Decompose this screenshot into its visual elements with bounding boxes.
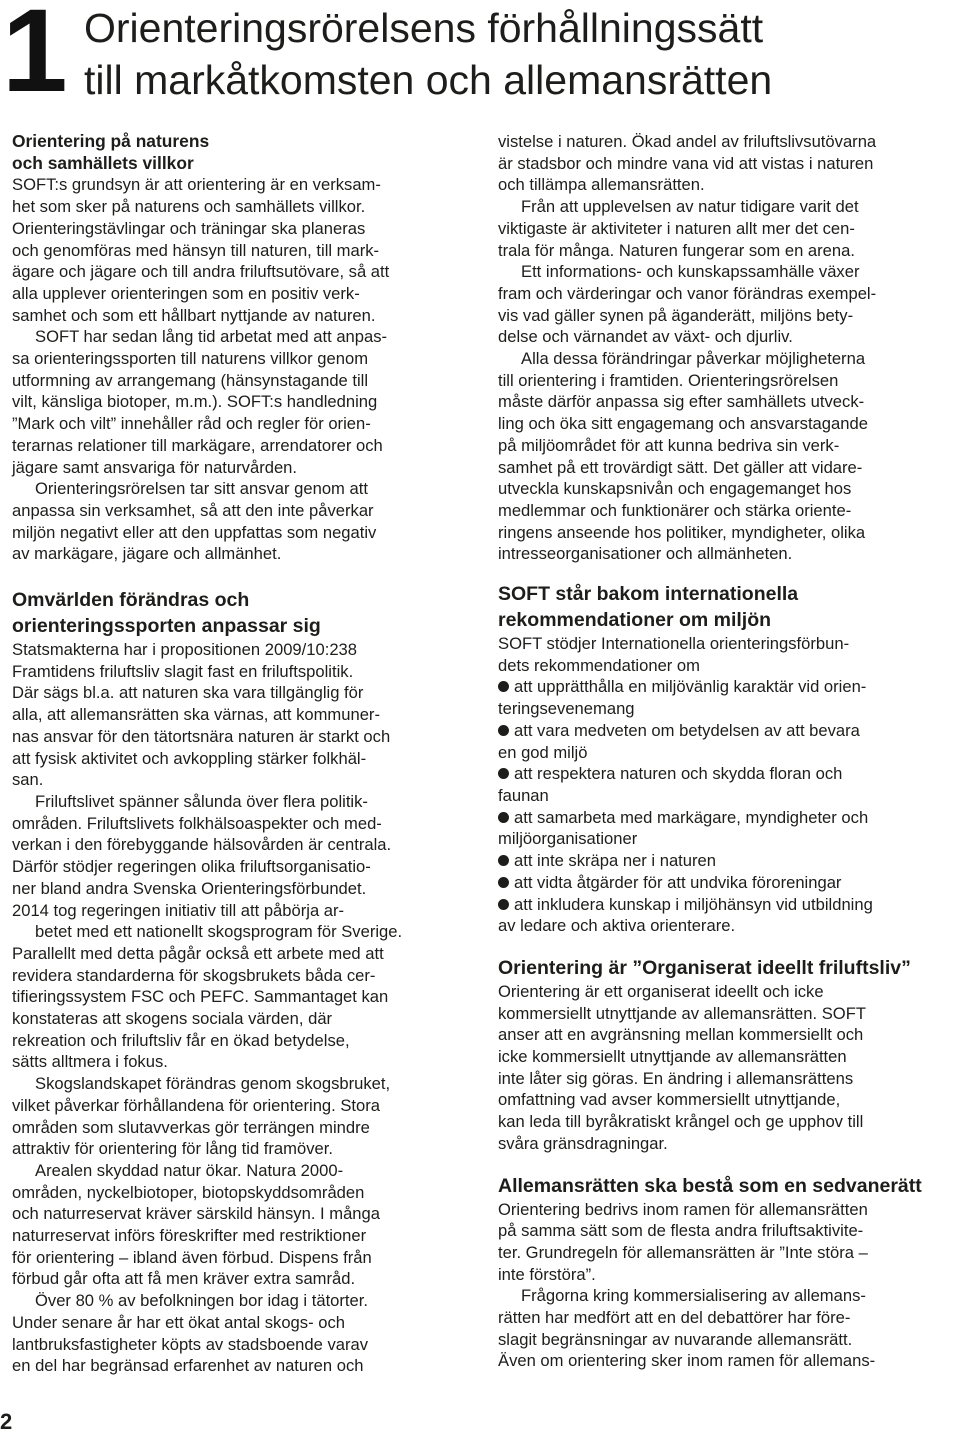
body-line: verkan i den förebyggande hälsovården är centrala. — [12, 835, 392, 855]
body-line: konstateras att skogens sociala värden, där — [12, 1009, 333, 1029]
spacer — [498, 1155, 960, 1173]
body-line: att fysisk aktivitet och avkoppling stärker folkhäl- — [12, 748, 367, 768]
bullet-icon — [498, 681, 509, 692]
section-organiserat-friluftsliv — [498, 955, 960, 1155]
spacer — [498, 565, 960, 581]
body-line: SOFT har sedan lång tid arbetat med att anpas- — [35, 327, 388, 347]
body-line: anser att en avgränsning mellan kommersiellt och — [498, 1025, 864, 1045]
section-heading: rekommendationer om miljön — [498, 609, 772, 632]
body-line: ter. Grundregeln för allemansrätten är ”Inte störa – — [498, 1242, 868, 1262]
body-line: svåra gränsdragningar. — [498, 1133, 668, 1153]
bullet-text: att upprätthålla en miljövänlig karaktär vid orien- — [514, 677, 867, 697]
list-item — [498, 807, 960, 850]
body-line: Därför stödjer regeringen olika friluftsorganisatio- — [12, 857, 371, 877]
body-line: en del har begränsad erfarenhet av naturen och — [12, 1356, 364, 1376]
list-item — [498, 763, 960, 806]
section-heading: och samhällets villkor — [12, 152, 194, 173]
body-line: inte förstöra”. — [498, 1264, 596, 1284]
bullet-text: en god miljö — [498, 742, 588, 762]
body-line: Från att upplevelsen av natur tidigare varit det — [521, 197, 859, 217]
body-line: omfattning vad avser kommersiellt utnyttjande, — [498, 1090, 841, 1110]
page-number: 2 — [0, 1409, 13, 1434]
body-line: rekreation och friluftsliv får en ökad betydelse, — [12, 1030, 350, 1050]
bullet-text: att vara medveten om betydelsen av att bevara — [514, 720, 860, 740]
body-line: kan leda till byråkratiskt krångel och ge upphov till — [498, 1112, 864, 1132]
list-item — [498, 720, 960, 763]
body-line: ling och öka sitt engagemang och ansvarstagande — [498, 414, 868, 434]
body-line: Orientering bedrivs inom ramen för allemansrätten — [498, 1199, 868, 1219]
body-line: Framtidens friluftsliv slagit fast en friluftspolitik. — [12, 661, 354, 681]
body-line: slagit begränsningar av nuvarande allemansrätt. — [498, 1329, 853, 1349]
section-heading: Orientering på naturens — [12, 131, 210, 151]
body-line: Under senare år har ett ökat antal skogs- och — [12, 1312, 345, 1332]
body-line: attraktiv för orientering för lång tid framöver. — [12, 1139, 333, 1159]
list-item — [498, 872, 960, 894]
body-line: Statsmakterna har i propositionen 2009/10:238 — [12, 640, 358, 660]
body-line: områden, nyckelbiotoper, biotopskyddsområden — [12, 1182, 365, 1202]
body-line: Över 80 % av befolkningen bor idag i tätorter. — [35, 1291, 368, 1311]
body-line: ner bland andra Svenska Orienteringsförbundet. — [12, 878, 367, 898]
section-heading: Orientering är ”Organiserat ideellt friluftsliv” — [498, 956, 911, 979]
body-line: sa orienteringssporten till naturens villkor genom — [12, 349, 369, 369]
body-line: anpassa sin verksamhet, så att den inte påverkar — [12, 500, 374, 520]
chapter-title-line: till markåtkomsten och allemansrätten — [84, 57, 773, 103]
body-line: terarnas relationer till markägare, arrendatorer och — [12, 435, 383, 455]
bullet-text: att vidta åtgärder för att undvika föroreningar — [514, 872, 842, 892]
body-line: Alla dessa förändringar påverkar möjligheterna — [521, 349, 866, 369]
section-omvarlden — [12, 587, 482, 1377]
bullet-icon — [498, 725, 509, 736]
body-line: måste därför anpassa sig efter samhällets utveck- — [498, 392, 865, 412]
body-line: samhet på ett trovärdigt sätt. Det gäller att vidare- — [498, 457, 863, 477]
body-line: kommersiellt utnyttjande av allemansrätten. SOFT — [498, 1003, 866, 1023]
chapter-title-line: Orienteringsrörelsens förhållningssätt — [84, 5, 764, 51]
body-line: 2014 tog regeringen initiativ till att påbörja ar- — [12, 900, 345, 920]
body-line: vis vad gäller synen på äganderätt, miljöns bety- — [498, 305, 854, 325]
body-line: av markägare, jägare och allmänhet. — [12, 544, 282, 564]
chapter-title — [84, 2, 954, 106]
bullet-icon — [498, 768, 509, 779]
body-line: Orienteringsrörelsen tar sitt ansvar genom att — [35, 479, 368, 499]
body-line: miljön negativt eller att den uppfattas som negativ — [12, 522, 377, 542]
section-naturens-villkor — [12, 131, 482, 565]
section-heading: Allemansrätten ska bestå som en sedvanerätt — [498, 1174, 922, 1197]
body-line: vilket påverkar förhållandena för orientering. Stora — [12, 1095, 381, 1115]
bullet-text: att respektera naturen och skydda floran och — [514, 764, 843, 784]
chapter-number: 1 — [2, 0, 64, 117]
body-line: lantbruksfastigheter köpts av stadsboende varav — [12, 1334, 369, 1354]
body-line: revidera standarderna för skogsbrukets båda cer- — [12, 965, 376, 985]
section-rekommendationer — [498, 581, 960, 937]
section-sedvaneratt — [498, 1173, 960, 1373]
left-column — [12, 131, 482, 1377]
body-line: ”Mark och vilt” innehåller råd och regler för orien- — [12, 414, 371, 434]
body-line: betet med ett nationellt skogsprogram för Sverige. — [35, 922, 403, 942]
body-line: san. — [12, 770, 44, 790]
body-line: rätten har medfört att en del debattörer har före- — [498, 1308, 851, 1328]
body-line: naturreservat införs föreskrifter med restriktioner — [12, 1226, 367, 1246]
body-line: het som sker på naturens och samhällets villkor. — [12, 197, 366, 217]
body-line: inte låter sig göras. En ändring i allemansrättens — [498, 1068, 854, 1088]
body-line: förbud går ofta att få men kräver extra samråd. — [12, 1269, 356, 1289]
bullet-text: att inkludera kunskap i miljöhänsyn vid utbildning — [514, 894, 873, 914]
body-line: alla upplever orienteringen som en positiv verk- — [12, 283, 360, 303]
bullet-icon — [498, 899, 509, 910]
body-line: jägare samt ansvariga för naturvården. — [12, 457, 298, 477]
bullet-list — [498, 676, 960, 936]
body-line: vistelse i naturen. Ökad andel av friluftslivsutövarna — [498, 132, 877, 151]
body-line: Parallellt med detta pågår också ett arbete med att — [12, 943, 384, 963]
body-line: är stadsbor och mindre vana vid att vistas i naturen — [498, 153, 874, 173]
spacer — [12, 565, 482, 587]
body-line: dets rekommendationer om — [498, 655, 700, 675]
body-line: Friluftslivet spänner sålunda över flera politik- — [35, 791, 368, 811]
spacer — [498, 937, 960, 955]
section-heading: Omvärlden förändras och — [12, 589, 250, 612]
body-line: sätts alltmera i fokus. — [12, 1052, 168, 1072]
bullet-text: faunan — [498, 785, 549, 805]
body-line: nas ansvar för den tätortsnära naturen är starkt och — [12, 726, 391, 746]
bullet-text: att samarbeta med markägare, myndigheter och — [514, 807, 869, 827]
body-line: och genomföras med hänsyn till naturen, till mark- — [12, 240, 380, 260]
body-line: Ett informations- och kunskapssamhälle växer — [521, 262, 860, 282]
body-line: trala för många. Naturen fungerar som en arena. — [498, 240, 855, 260]
body-line: utformning av arrangemang (hänsynstagande till — [12, 370, 369, 390]
body-line: alla, att allemansrätten ska värnas, att kommuner- — [12, 705, 380, 725]
body-line: Orientering är ett organiserat ideellt och icke — [498, 981, 824, 1001]
body-line: och naturreservat kräver särskild hänsyn. I många — [12, 1204, 380, 1224]
bullet-text: miljöorganisationer — [498, 829, 638, 849]
list-item — [498, 894, 960, 937]
list-item — [498, 850, 960, 872]
section-heading: orienteringssporten anpassar sig — [12, 615, 321, 638]
body-line: tifieringssystem FSC och PEFC. Sammantaget kan — [12, 987, 389, 1007]
body-line: Frågorna kring kommersialisering av allemans- — [521, 1286, 866, 1306]
body-line: vilt, känsliga biotoper, m.m.). SOFT:s handledning — [12, 392, 378, 412]
body-line: ringens anseende hos politiker, myndigheter, olika — [498, 522, 866, 542]
body-line: områden. Friluftslivets folkhälsoaspekter och med- — [12, 813, 382, 833]
body-line: ägare och jägare och till andra friluftsutövare, så att — [12, 262, 390, 282]
body-line: icke kommersiellt utnyttjande av allemansrätten — [498, 1047, 847, 1067]
body-line: och tillämpa allemansrätten. — [498, 175, 705, 195]
body-line: SOFT:s grundsyn är att orientering är en verksam- — [12, 175, 381, 195]
list-item — [498, 676, 960, 719]
body-line: intresseorganisationer och allmänheten. — [498, 544, 793, 564]
body-line: Även om orientering sker inom ramen för allemans- — [498, 1351, 876, 1371]
section-heading: SOFT står bakom internationella — [498, 583, 799, 606]
bullet-text: teringsevenemang — [498, 699, 635, 719]
body-line: Där sägs bl.a. att naturen ska vara tillgänglig för — [12, 683, 364, 703]
body-line: fram och värderingar och vanor förändras exempel- — [498, 283, 877, 303]
body-line: för orientering – ibland även förbud. Dispens från — [12, 1247, 372, 1267]
right-column — [498, 131, 960, 1372]
bullet-icon — [498, 855, 509, 866]
body-line: viktigaste är aktiviteter i naturen allt mer det cen- — [498, 218, 855, 238]
body-line: på miljöområdet för att kunna bedriva sin verk- — [498, 435, 840, 455]
body-line: SOFT stödjer Internationella orienteringsförbun- — [498, 634, 850, 654]
body-line: Skogslandskapet förändras genom skogsbruket, — [35, 1074, 391, 1094]
body-line: Arealen skyddad natur ökar. Natura 2000- — [35, 1160, 344, 1180]
bullet-icon — [498, 877, 509, 888]
body-line: till orientering i framtiden. Orienteringsrörelsen — [498, 370, 839, 390]
body-line: samhet och som ett hållbart nyttjande av naturen. — [12, 305, 376, 325]
body-line: delse och värnandet av växt- och djurliv. — [498, 327, 793, 347]
bullet-text: av ledare och aktiva orienterare. — [498, 916, 736, 936]
body-line: utveckla kunskapsnivån och engagemanget hos — [498, 479, 852, 499]
continuation-text — [498, 131, 960, 565]
bullet-icon — [498, 812, 509, 823]
bullet-text: att inte skräpa ner i naturen — [514, 851, 717, 871]
body-line: områden som slutavverkas gör terrängen mindre — [12, 1117, 370, 1137]
body-line: Orienteringstävlingar och träningar ska planeras — [12, 218, 366, 238]
body-line: på samma sätt som de flesta andra friluftsaktivite- — [498, 1221, 864, 1241]
body-line: medlemmar och funktionärer och stärka oriente- — [498, 500, 852, 520]
